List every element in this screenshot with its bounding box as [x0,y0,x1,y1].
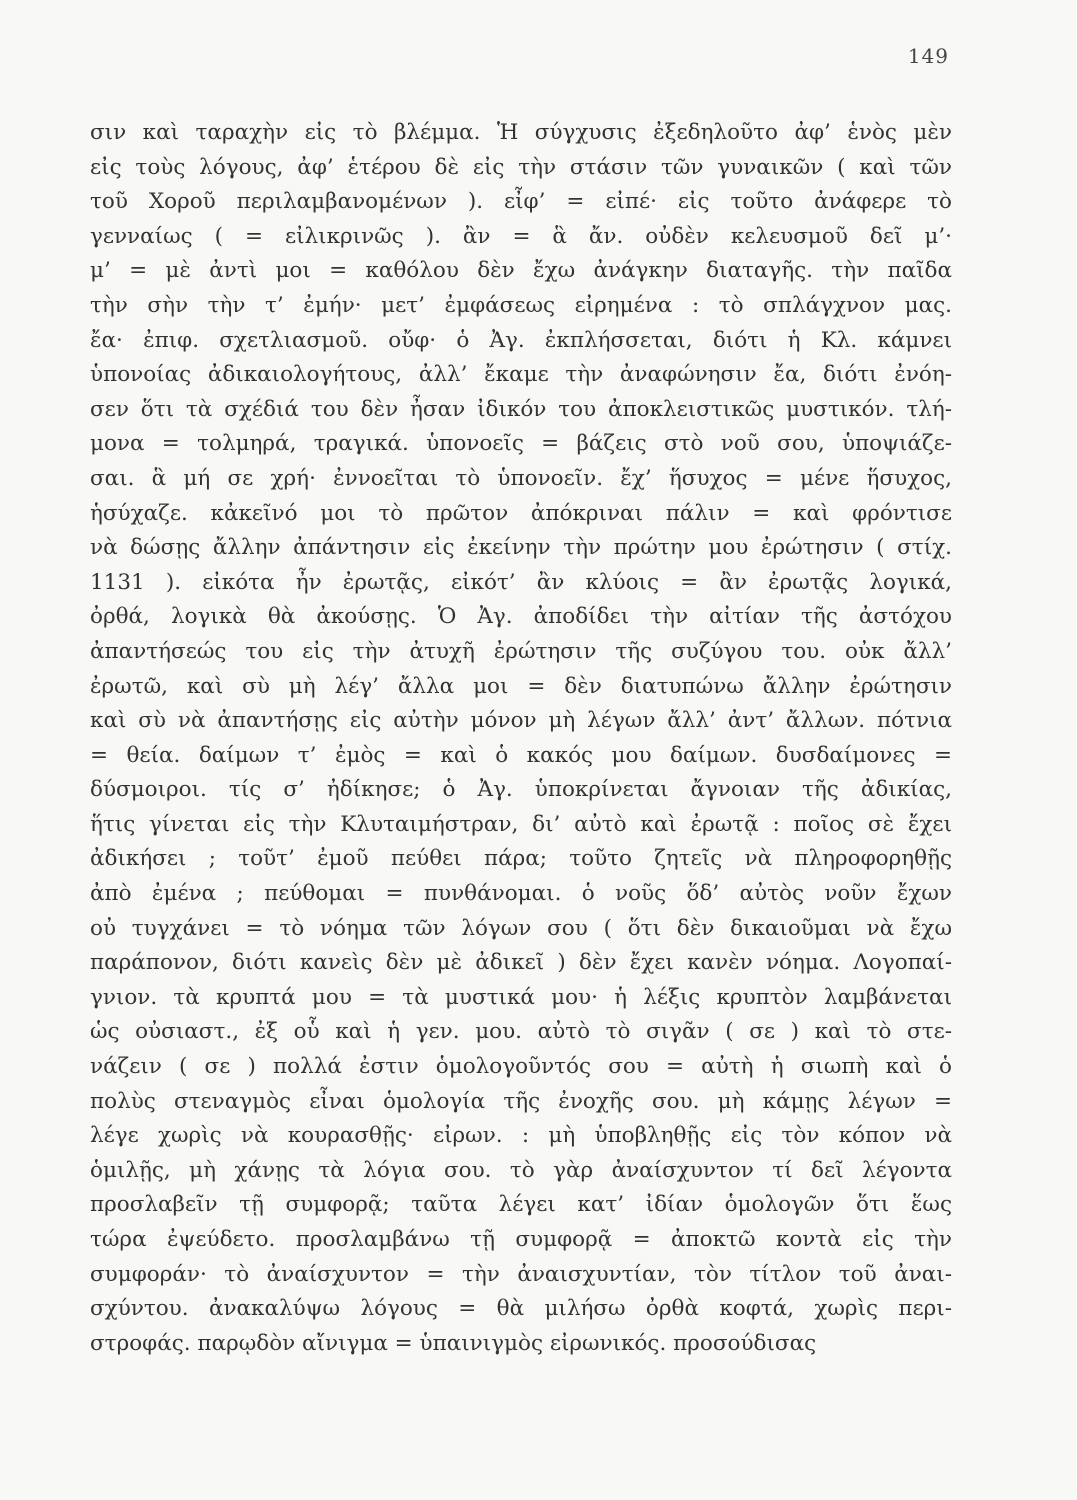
text-line: ὡς οὐσιαστ., ἐξ οὗ καὶ ἡ γεν. μου. αὐτὸ τὸ σιγᾶν ( σε ) καὶ τὸ στε- [90,1019,952,1045]
text-line: σιν καὶ ταραχὴν εἰς τὸ βλέμμα. Ἡ σύγχυσις ἐξεδηλοῦτο ἀφ’ ἑνὸς μὲν [90,120,952,145]
page-number: 149 [907,44,949,68]
text-line: νάζειν ( σε ) πολλά ἐστιν ὁμολογοῦντός σου = αὐτὴ ἡ σιωπὴ καὶ ὁ [90,1054,952,1080]
text-line: σεν ὅτι τὰ σχέδιά του δὲν ἦσαν ἰδικόν του ἀποκλειστικῶς μυστικόν. τλή- [90,396,952,422]
text-line: γνιον. τὰ κρυπτά μου = τὰ μυστικά μου· ἡ λέξις κρυπτὸν λαμβάνεται [90,984,952,1010]
text-line: μ’ = μὲ ἀντὶ μοι = καθόλου δὲν ἔχω ἀνάγκην διαταγῆς. τὴν παῖδα [90,258,952,284]
text-line: μονα = τολμηρά, τραγικά. ὑπονοεῖς = βάζεις στὸ νοῦ σου, ὑποψιάζε- [90,431,952,457]
text-line: σχύντου. ἀνακαλύψω λόγους = θὰ μιλήσω ὀρθὰ κοφτά, χωρὶς περι- [90,1296,952,1322]
text-line: λέγε χωρὶς νὰ κουρασθῇς· εἰρων. : μὴ ὑποβληθῇς εἰς τὸν κόπον νὰ [90,1123,952,1149]
text-line: καὶ σὺ νὰ ἀπαντήσῃς εἰς αὐτὴν μόνον μὴ λέγων ἄλλ’ ἀντ’ ἄλλων. πότνια [90,708,952,734]
text-line: ἀπαντήσεώς του εἰς τὴν ἀτυχῆ ἐρώτησιν τῆς συζύγου του. οὐκ ἄλλ’ [90,638,952,664]
text-line: 1131 ). εἰκότα ἦν ἐρωτᾷς, εἰκότ’ ἂν κλύοις = ἂν ἐρωτᾷς λογικά, [90,569,952,595]
commentary-text [90,116,952,1361]
text-line: πολὺς στεναγμὸς εἶναι ὁμολογία τῆς ἐνοχῆς σου. μὴ κάμῃς λέγων = [90,1088,952,1114]
text-line: σαι. ἃ μή σε χρή· ἐννοεῖται τὸ ὑπονοεῖν. ἔχ’ ἥσυχος = μένε ἥσυχος, [90,465,952,491]
text-line: ἔα· ἐπιφ. σχετλιασμοῦ. οὔφ· ὁ Ἀγ. ἐκπλήσσεται, διότι ἡ Κλ. κάμνει [90,327,952,353]
text-line: τώρα ἐψεύδετο. προσλαμβάνω τῇ συμφορᾷ = ἀποκτῶ κοντὰ εἰς τὴν [90,1227,952,1252]
text-line: ὁμιλῇς, μὴ χάνῃς τὰ λόγια σου. τὸ γὰρ ἀναίσχυντον τί δεῖ λέγοντα [90,1157,952,1183]
text-line: οὐ τυγχάνει = τὸ νόημα τῶν λόγων σου ( ὅτι δὲν δικαιοῦμαι νὰ ἔχω [90,915,952,941]
text-line: ἐρωτῶ, καὶ σὺ μὴ λέγ’ ἄλλα μοι = δὲν διατυπώνω ἄλλην ἐρώτησιν [90,673,952,699]
text-line: ὀρθά, λογικὰ θὰ ἀκούσῃς. Ὁ Ἀγ. ἀποδίδει τὴν αἰτίαν τῆς ἀστόχου [90,604,952,630]
text-line: ἀπὸ ἐμένα ; πεύθομαι = πυνθάνομαι. ὁ νοῦς ὅδ’ αὐτὸς νοῦν ἔχων [90,881,952,907]
text-line: παράπονον, διότι κανεὶς δὲν μὲ ἀδικεῖ ) δὲν ἔχει κανὲν νόημα. Λογοπαί- [90,950,952,976]
text-line: ἥτις γίνεται εἰς τὴν Κλυταιμήστραν, δι’ αὐτὸ καὶ ἐρωτᾷ : ποῖος σὲ ἔχει [90,811,952,837]
text-line: ἀδικήσει ; τοῦτ’ ἐμοῦ πεύθει πάρα; τοῦτο ζητεῖς νὰ πληροφορηθῇς [90,846,952,872]
text-line: στροφάς. παρῳδὸν αἴνιγμα = ὑπαινιγμὸς εἰρωνικός. προσούδισας [90,1330,817,1356]
text-line: = θεία. δαίμων τ’ ἐμὸς = καὶ ὁ κακός μου δαίμων. δυσδαίμονες = [90,742,952,768]
text-line: γενναίως ( = εἰλικρινῶς ). ἂν = ἃ ἄν. οὐδὲν κελευσμοῦ δεῖ μ’· [90,223,952,249]
text-line: προσλαβεῖν τῇ συμφορᾷ; ταῦτα λέγει κατ’ ἰδίαν ὁμολογῶν ὅτι ἕως [90,1192,952,1218]
text-line: ἡσύχαζε. κἀκεῖνό μοι τὸ πρῶτον ἀπόκριναι πάλιν = καὶ φρόντισε [90,500,952,526]
text-line: συμφοράν· τὸ ἀναίσχυντον = τὴν ἀναισχυντίαν, τὸν τίτλον τοῦ ἀναι- [90,1261,952,1287]
text-line: εἰς τοὺς λόγους, ἀφ’ ἑτέρου δὲ εἰς τὴν στάσιν τῶν γυναικῶν ( καὶ τῶν [90,154,952,180]
text-line: δύσμοιροι. τίς σ’ ἠδίκησε; ὁ Ἀγ. ὑποκρίνεται ἄγνοιαν τῆς ἀδικίας, [90,777,952,803]
text-line: τοῦ Χοροῦ περιλαμβανομένων ). εἶφ’ = εἰπέ· εἰς τοῦτο ἀνάφερε τὸ [90,189,952,215]
text-line: ὑπονοίας ἀδικαιολογήτους, ἀλλ’ ἔκαμε τὴν ἀναφώνησιν ἔα, διότι ἐνόη- [90,362,952,388]
text-line: νὰ δώσῃς ἄλλην ἀπάντησιν εἰς ἐκείνην τὴν πρώτην μου ἐρώτησιν ( στίχ. [90,535,952,561]
text-line: τὴν σὴν τὴν τ’ ἐμήν· μετ’ ἐμφάσεως εἰρημένα : τὸ σπλάγχνον μας. [90,292,952,318]
